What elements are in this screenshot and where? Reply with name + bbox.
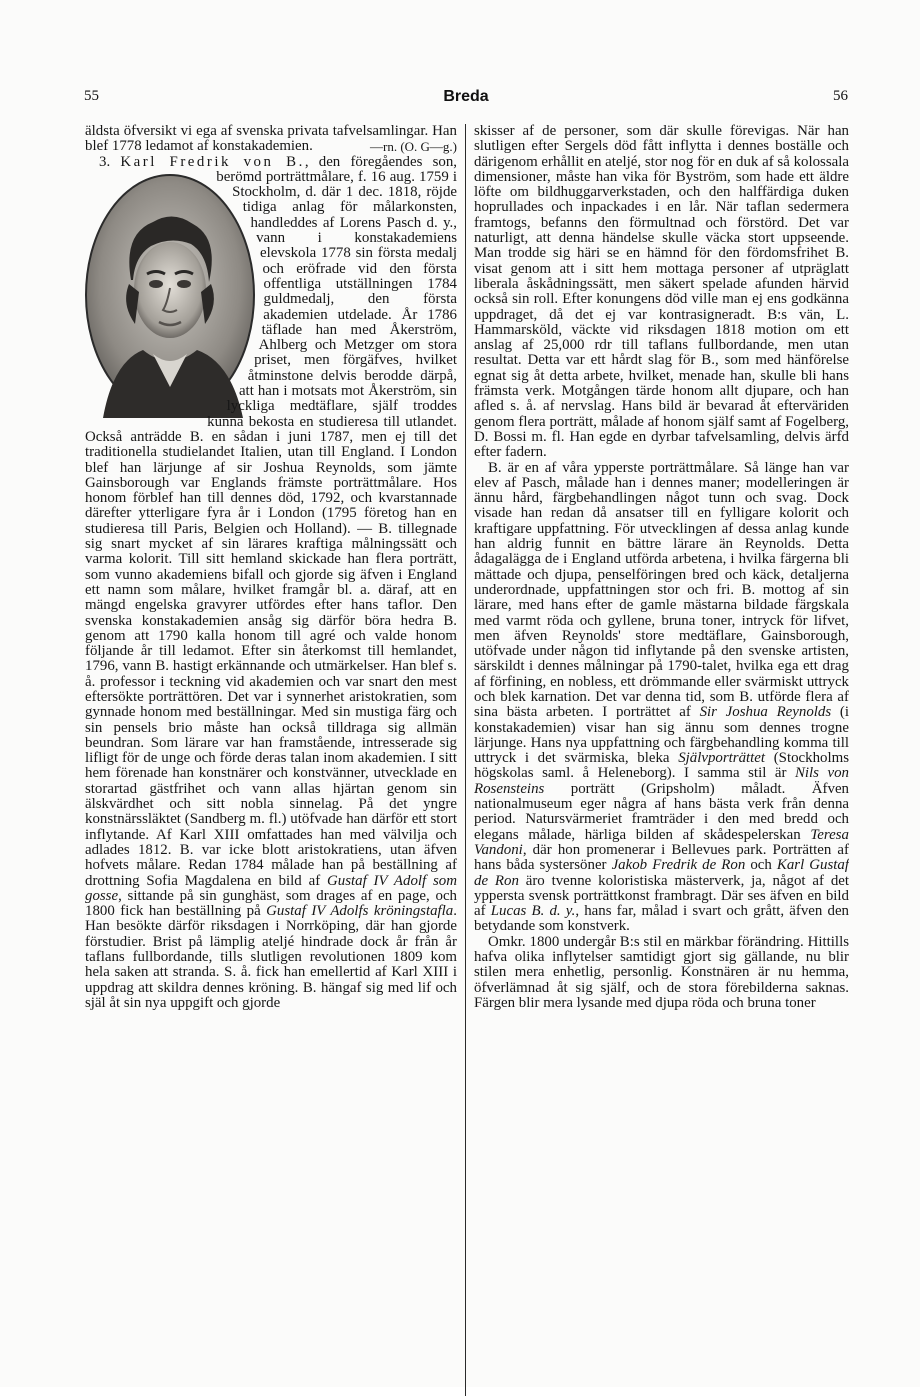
- work-title-lucas: Lucas B. d. y.: [490, 903, 576, 920]
- left-p2-text-c: . Han besökte därför riksdagen i Norrköping, där han gjorde förstudier. Brist på lämplig ateljé hindrade dock år från år taflans fullbordande, tills slutligen revolutionen 1809 kom hela saken att stranda. S. å. fick han emellertid af Karl XIII i uppdrag att skildra dennes kröning. B. hängaf sig med lif och själ åt sin nya uppgift och gjorde: [85, 903, 457, 1011]
- left-paragraph-1: [85, 124, 457, 155]
- right-column: [474, 124, 849, 1364]
- right-p2-text-c: (Stockholms högskolas saml. å Heleneborg). I samma stil är: [474, 750, 849, 782]
- left-p2-text: , den föregåendes son, berömd porträttmålare, f. 16 aug. 1759 i Stockholm, d. där 1 dec. 1818, röjde tidiga anlag för målarkonsten, handleddes af Lorens Pasch d. y., vann i konstakademiens elevskola 1778 sin första medalj och eröfrade vid den första offentliga utställningen 1784 guldmedalj, den första akademien utdelade. År 1786 täflade han med Åkerström, Ahlberg och Metzger om stora priset, men förgäfves, hvilket åtminstone delvis berodde därpå, att han i motsats mot Åkerström, sin lyckliga medtäflare, själf troddes kunna bekosta en studieresa till utlandet. Också anträdde B. en sådan i juni 1787, men ej till det traditionella studielandet Italien, utan till England. I London blef han lärjunge af sir Joshua Reynolds, som jämte Gainsborough var Englands främste porträttmålare. Hos honom förblef han till dennes död, 1792, och kvarstannade därefter ytterligare fyra år i London (1795 företog han en studieresa till Paris, Belgien och Holland). — B. tillegnade sig snart mycket af sin lärares kraftiga målningssätt och varma kolorit. Till sitt hemland skickade han flera porträtt, som vunno akademiens bifall och gjorde sig äfven i England ett namn som målare, hvilket framgår bl. a. däraf, att en mängd engelska gravyrer utfördes efter hans taflor. Den svenska konstakademien ansåg sig därför böra hedra B. genom att 1790 kalla honom till agré och valde honom följande år till ledamot. Efter sin återkomst till hemlandet, 1796, vann B. hastigt erkännande och utmärkelser. Han blef s. å. professor i teckning vid akademien och var snart den mest eftersökte porträttören. Det var i synnerhet aristokratien, som gynnade honom med beställningar. Med sin mustiga färg och sin pensels brio måste han också tilldraga sig allmän beundran. Som lärare var han framstående, intresserade sig lifligt för de unge och förde deras talan inom akademien. I sitt hem förenade han konstnärer och konstvänner, utvecklade en storartad gästfrihet och vann allas hjärtan genom sin älskvärdhet och sitt nobla sinnelag. På det yngre konstnärssläktet (Sandberg m. fl.) utöfvade han därför ett stort inflytande. Af Karl XIII omfattades han med välvilja och adlades 1812. B. var icke blott aristokratiens, utan äfven hofvets målare. Redan 1784 målade han på beställning af drottning Sofia Magdalena en bild af: [85, 153, 457, 889]
- work-title-jakob-de-ron: Jakob Fredrik de Ron: [611, 857, 746, 874]
- right-paragraph-1: skisser af de personer, som där skulle förevigas. När han slutligen efter Sergels död fått inflytta i dennes boställe och därigenom erhållit en ateljé, stor nog för en duk af så kolossala dimensioner, måste han vika för Byström, som hade ett äldre löfte om bildhuggarverkstaden, och den halffärdiga duken hoprullades och inpackades i en lår. När taflan sedermera framtogs, befanns den förmultnad och förstörd. Det var naturligt, att denna händelse skulle väcka stort uppseende. Man trodde sig häri se en hämnd för den fördomsfrihet B. visat genom att i sitt hem mottaga personer af utpräglatt liberala åskådningssätt, men säkert spelade afunden härvid också sin roll. Efter konungens död ville man ej ens godkänna uppdraget, då det ej var kontrasigneradt. B:s vän, L. Hammarsköld, väckte vid riksdagen 1818 motion om ett anslag af 25,000 rdr till taflans fullbordande, men utan resultat. Detta var ett hårdt slag för B., som med hänförelse egnat sig åt detta arbete, hvilket, menade han, skulle bli hans främsta verk. Motgången tärde honom allt djupare, och han afled s. å. af nervslag. Hans bild är bevarad åt efterväriden genom flera porträtt, målade af honom själf samt af Fogelberg, D. Bossi m. fl. Han egde en dyrbar tafvelsamling, delvis ärfd efter fadern.: [474, 124, 849, 461]
- work-title-kroningstafla: Gustaf IV Adolfs kröningstafla: [266, 903, 454, 920]
- work-title-karl-de-ron: Karl Gustaf de Ron: [474, 857, 849, 889]
- work-title-gustaf-iv-adolf: Gustaf IV Adolf som gosse: [85, 872, 457, 904]
- right-paragraph-2: [474, 461, 849, 935]
- left-p1-text: äldsta öfversikt vi ega af svenska privata tafvelsamlingar. Han blef 1778 ledamot af konstakademien.: [85, 124, 457, 155]
- right-p2-text-d: porträtt (Gripsholm) måladt. Äfven nationalmuseum eger några af hans bästa verk från denna period. Natursvärmeriet framträder i den med bredd och elegans målade, härliga bilden af skådespelerskan: [474, 780, 849, 843]
- right-p2-text-a: B. är en af våra ypperste porträttmålare. Så länge han var elev af Pasch, målade han i dennes maner; modelleringen är ännu hård, färgbehandlingen något tunn och svag. Dock visade han redan då ansatser till en fylligare kolorit och kraftigare uppfattning. För utvecklingen af dessa anlag kunde han aldrig funnit en bättre lärare än Reynolds. Detta ådagalägga de i England utförda arbetena, i hvilka färgerna bli mättade och djupa, penselföringen bred och käck, detaljerna underordnade, uppfattningen stor och fri. B. mottog af sin lärare, med hans efter de gamle mästarna bildade färgskala med varmt röda och gyllene, bruna toner, intryck för lifvet, men äfven Reynolds' store medtäflare, Gainsborough, utöfvade under någon tid inflytande på den svenske artisten, särskildt i dennes målningar på 1790-talet, hvilka ega ett drag af förfining, en nobless, ett drömmande eller svärmiskt uttryck och blek karnation. Det var denna tid, som B. utförde flera af sina bästa arbeten. I porträttet af: [474, 459, 849, 721]
- page-number-left: 55: [84, 88, 99, 104]
- page-number-right: 56: [833, 88, 848, 104]
- work-title-sjalvportrattet: Självporträttet: [678, 750, 766, 767]
- right-p2-text-e: , där hon promenerar i Bellevues park. Porträtten af hans båda systersöner: [474, 841, 849, 874]
- portrait-engraving: [85, 172, 257, 418]
- column-divider: [465, 124, 466, 1396]
- entry-name: Karl Fredrik von B.: [120, 153, 305, 170]
- author-signature: —rn. (O. G—g.): [369, 139, 457, 155]
- left-column: [85, 124, 457, 1364]
- entry-number: 3.: [99, 153, 121, 170]
- left-paragraph-2: [85, 155, 457, 1012]
- work-title-reynolds: Sir Joshua Reynolds: [699, 704, 832, 721]
- running-head: Breda: [443, 88, 489, 105]
- right-p2-text-f: och: [745, 857, 777, 874]
- work-title-vandoni: Teresa Vandoni: [474, 826, 849, 858]
- right-paragraph-3: Omkr. 1800 undergår B:s stil en märkbar förändring. Hittills hafva olika inflytelser samtidigt gjort sig gällande, nu blir stilen mera enhetlig, personlig. Konstnären är nu hemma, öfverlämnad åt sig själf, och de stora förebilderna saknas. Färgen blir mera lysande med djupa röda och bruna toner: [474, 933, 849, 1011]
- right-p2-text-b: (i konstakademien) visar han sig ännu som dennes trogne lärjunge. Hans nya uppfattning och färgbehandling komma till uttryck i det svärmiska, bleka: [474, 704, 849, 767]
- left-p2-text-b: , sittande på sin gunghäst, som drages af en page, och 1800 fick han beställning på: [85, 887, 457, 920]
- work-title-rosenstein: Nils von Rosensteins: [474, 765, 849, 797]
- page-header: [84, 88, 848, 108]
- right-p2-text-h: , hans far, målad i svart och grått, äfven den betydande som konstverk.: [474, 903, 849, 935]
- right-p2-text-g: äro tvenne koloristiska mästerverk, ja, något af det yppersta svensk porträttkonst frambragt. Där ses äfven en bild af: [474, 872, 849, 920]
